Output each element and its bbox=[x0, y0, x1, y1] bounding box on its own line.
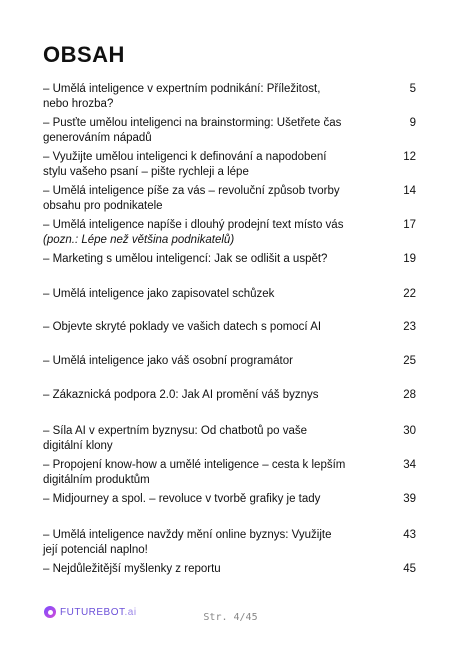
toc-entry-line: – Midjourney a spol. – revoluce v tvorbě grafiky je tady bbox=[43, 493, 321, 505]
toc-entry-line: – Pusťte umělou inteligenci na brainstorming: Ušetřete čas bbox=[43, 117, 342, 129]
toc-page-number: 45 bbox=[403, 563, 416, 575]
toc-entry-line: – Umělá inteligence navždy mění online byznys: Využijte bbox=[43, 529, 332, 541]
toc-entry-title bbox=[43, 424, 363, 454]
toc-page-number: 23 bbox=[403, 321, 416, 333]
toc-entry-title bbox=[43, 184, 363, 214]
toc-entry-title bbox=[43, 492, 363, 507]
toc-page-number: 34 bbox=[403, 459, 416, 471]
toc-entry-line: – Umělá inteligence jako zapisovatel schůzek bbox=[43, 288, 275, 300]
toc-entry-line: – Umělá inteligence napíše i dlouhý prodejní text místo vás bbox=[43, 219, 344, 231]
toc-entry-title bbox=[43, 388, 363, 403]
toc-entry-line: – Umělá inteligence jako váš osobní programátor bbox=[43, 355, 293, 367]
toc-entry-title bbox=[43, 150, 363, 180]
toc-entry-title bbox=[43, 116, 363, 146]
toc-entry-line: digitální klony bbox=[43, 440, 113, 452]
toc-page-number: 30 bbox=[403, 425, 416, 437]
toc-page-number: 25 bbox=[403, 355, 416, 367]
toc-entry-line: stylu vašeho psaní – pište rychleji a lépe bbox=[43, 166, 249, 178]
toc-entry-line: digitálním produktům bbox=[43, 474, 150, 486]
toc-page-number: 17 bbox=[403, 219, 416, 231]
page-number: Str. 4/45 bbox=[203, 612, 258, 623]
toc-entry-line: – Umělá inteligence píše za vás – revoluční způsob tvorby bbox=[43, 185, 340, 197]
toc-page-number: 28 bbox=[403, 389, 416, 401]
toc-entry-title bbox=[43, 218, 363, 248]
toc-entry-title bbox=[43, 354, 363, 369]
toc-entry-line: – Umělá inteligence v expertním podnikání: Příležitost, bbox=[43, 83, 321, 95]
toc-entry-line: – Síla AI v expertním byznysu: Od chatbotů po vaše bbox=[43, 425, 308, 437]
toc-page-number: 43 bbox=[403, 529, 416, 541]
toc-entry-line: – Využijte umělou inteligenci k definování a napodobení bbox=[43, 151, 327, 163]
toc-entry-line: – Objevte skryté poklady ve vašich datech s pomocí AI bbox=[43, 321, 322, 333]
toc-page-number: 39 bbox=[403, 493, 416, 505]
page-title: OBSAH bbox=[43, 42, 125, 67]
toc-page-number: 22 bbox=[403, 288, 416, 300]
toc-entry-line: – Marketing s umělou inteligencí: Jak se odlišit a uspět? bbox=[43, 253, 328, 265]
toc-entry-title bbox=[43, 458, 363, 488]
toc-page-number: 12 bbox=[403, 151, 416, 163]
toc-entry-line: – Zákaznická podpora 2.0: Jak AI promění váš byznys bbox=[43, 389, 319, 401]
toc-entry-title bbox=[43, 252, 363, 267]
toc-entry-line: generováním nápadů bbox=[43, 132, 152, 144]
logo-text: FUTUREBOT bbox=[60, 606, 125, 618]
toc-entry-title bbox=[43, 320, 363, 335]
toc-entry-title bbox=[43, 82, 363, 112]
toc-entry-title bbox=[43, 562, 363, 577]
toc-entry-title bbox=[43, 528, 363, 558]
toc-entry-line: obsahu pro podnikatele bbox=[43, 200, 163, 212]
toc-page-number: 5 bbox=[409, 83, 416, 95]
toc-entry-line: – Propojení know-how a umělé inteligence – cesta k lepším bbox=[43, 459, 346, 471]
toc-entry-line: její potenciál naplno! bbox=[43, 544, 148, 556]
toc-page-number: 14 bbox=[403, 185, 416, 197]
logo-suffix: .ai bbox=[124, 606, 137, 618]
toc-page-number: 9 bbox=[409, 117, 416, 129]
toc-entry-title bbox=[43, 287, 363, 302]
toc-entry-note: (pozn.: Lépe než většina podnikatelů) bbox=[43, 234, 235, 246]
toc-entry-line: – Nejdůležitější myšlenky z reportu bbox=[43, 563, 221, 575]
toc-entry-line: nebo hrozba? bbox=[43, 98, 114, 110]
toc-page-number: 19 bbox=[403, 253, 416, 265]
